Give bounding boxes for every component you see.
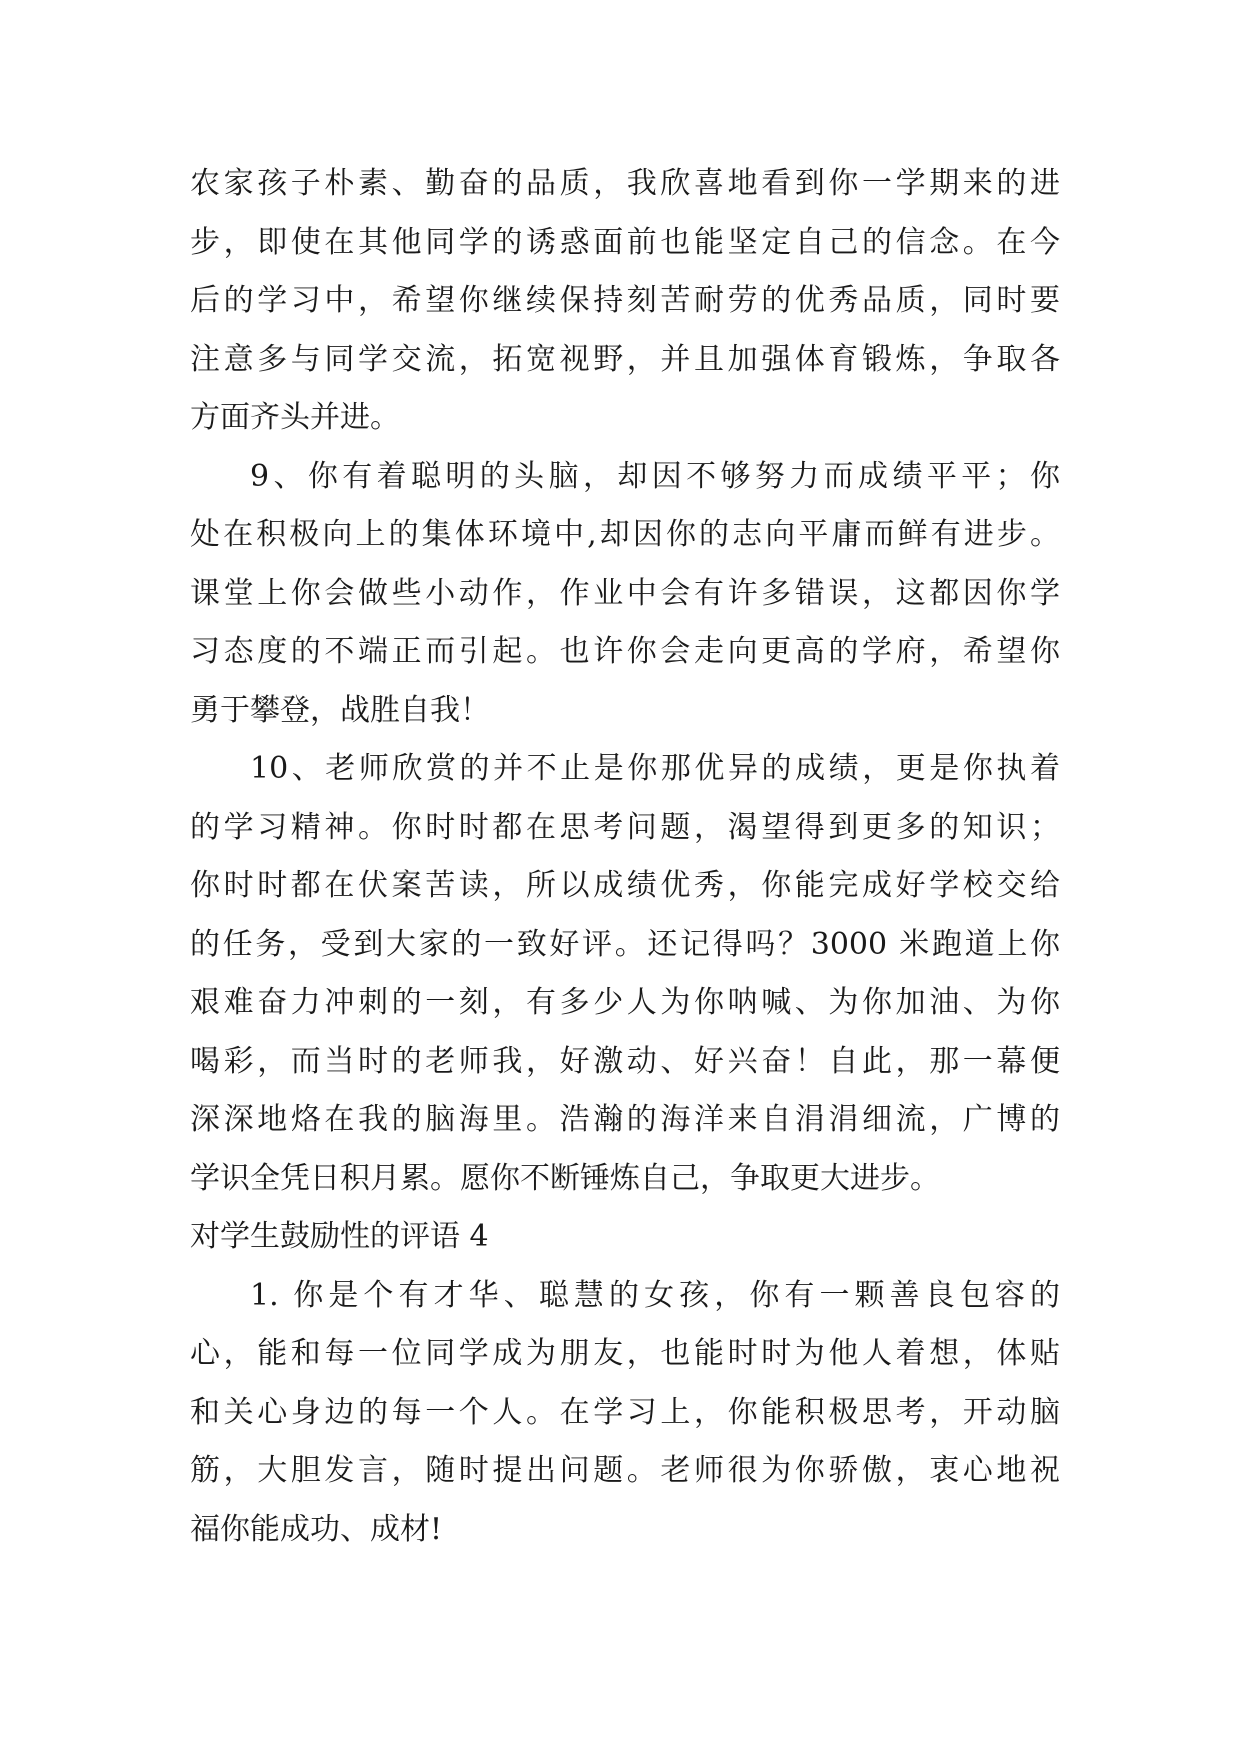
text-line: 1. 你是个有才华、聪慧的女孩，你有一颗善良包容的 — [250, 1277, 1060, 1313]
text-line: 福你能成功、成材! — [190, 1511, 443, 1547]
text-line: 后的学习中，希望你继续保持刻苦耐劳的优秀品质，同时要 — [190, 283, 1060, 318]
text-line: 方面齐头并进。 — [190, 400, 400, 435]
text-line: 课堂上你会做些小动作，作业中会有许多错误，这都因你学 — [190, 575, 1060, 611]
paragraph-item-1 — [190, 1267, 1060, 1560]
text-line: 9、你有着聪明的头脑，却因不够努力而成绩平平；你 — [250, 458, 1060, 494]
text-line: 和关心身边的每一个人。在学习上，你能积极思考，开动脑 — [190, 1394, 1060, 1430]
text-line: 10、老师欣赏的并不止是你那优异的成绩，更是你执着 — [250, 751, 1060, 786]
section-heading: 对学生鼓励性的评语 4 — [190, 1219, 489, 1254]
document-body — [190, 155, 1060, 1559]
text-line: 勇于攀登，战胜自我！ — [190, 692, 490, 728]
text-line: 喝彩，而当时的老师我，好激动、好兴奋！自此，那一幕便 — [190, 1043, 1060, 1079]
text-line: 的任务，受到大家的一致好评。还记得吗？3000 米跑道上你 — [190, 926, 1060, 962]
paragraph-continuation — [190, 155, 1060, 448]
paragraph-item-9 — [190, 448, 1060, 741]
text-line: 步，即使在其他同学的诱惑面前也能坚定自己的信念。在今 — [190, 224, 1060, 260]
text-line: 学识全凭日积月累。愿你不断锤炼自己，争取更大进步。 — [190, 1160, 940, 1196]
text-line: 心，能和每一位同学成为朋友，也能时时为他人着想，体贴 — [190, 1336, 1060, 1371]
text-line: 你时时都在伏案苦读，所以成绩优秀，你能完成好学校交给 — [190, 868, 1060, 903]
text-line: 深深地烙在我的脑海里。浩瀚的海洋来自涓涓细流，广博的 — [190, 1102, 1060, 1137]
text-line: 注意多与同学交流，拓宽视野，并且加强体育锻炼，争取各 — [190, 341, 1060, 377]
text-line: 习态度的不端正而引起。也许你会走向更高的学府，希望你 — [190, 634, 1060, 669]
text-line: 筋，大胆发言，随时提出问题。老师很为你骄傲，衷心地祝 — [190, 1453, 1060, 1488]
text-line: 艰难奋力冲刺的一刻，有多少人为你呐喊、为你加油、为你 — [190, 985, 1060, 1020]
paragraph-item-10 — [190, 740, 1060, 1208]
text-line: 农家孩子朴素、勤奋的品质，我欣喜地看到你一学期来的进 — [190, 166, 1060, 201]
text-line: 的学习精神。你时时都在思考问题，渴望得到更多的知识； — [190, 809, 1060, 845]
text-line: 处在积极向上的集体环境中,却因你的志向平庸而鲜有进步。 — [190, 517, 1060, 552]
